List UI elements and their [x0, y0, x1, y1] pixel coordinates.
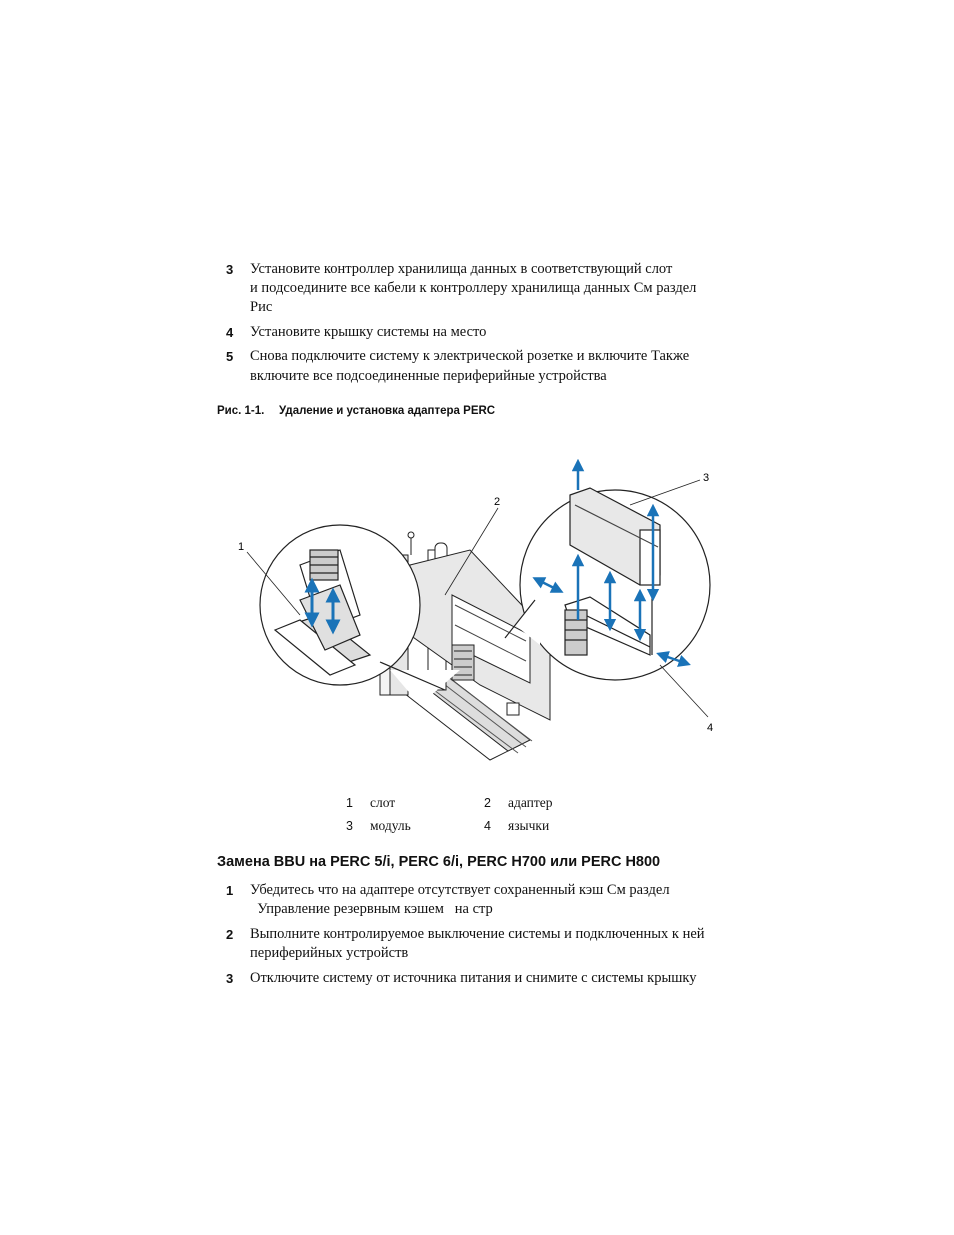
step-text: Убедитесь что на адаптере отсутствует сохраненный кэш См раздел [250, 882, 670, 898]
step-text: Установите контроллер хранилища данных в соответствующий слот [250, 261, 673, 277]
legend-number: 1 [346, 796, 353, 810]
legend-label: язычки [508, 818, 550, 833]
legend-number: 3 [346, 819, 353, 833]
legend-label: модуль [370, 818, 411, 833]
perc-adapter-illustration [230, 455, 730, 775]
step-text: периферийных устройств [250, 945, 409, 961]
legend-label: слот [370, 795, 396, 810]
legend-number: 4 [484, 819, 491, 833]
step-number: 2 [226, 927, 234, 942]
step-text: Установите крышку системы на место [250, 324, 487, 340]
caption-title: Удаление и установка адаптера PERC [279, 405, 496, 417]
legend-label: адаптер [508, 795, 553, 810]
step-text: включите все подсоединенные периферийные устройства [250, 368, 607, 384]
step-text: Рис [250, 299, 273, 315]
step-number: 3 [226, 262, 234, 277]
callout-4: 4 [707, 722, 714, 734]
step-number: 5 [226, 349, 234, 364]
caption-label: Рис. 1-1. [217, 405, 265, 417]
callout-1: 1 [238, 541, 245, 553]
screw [408, 532, 414, 555]
step-number: 1 [226, 883, 234, 898]
step-text: Снова подключите систему к электрической розетке и включите Также [250, 348, 690, 364]
section-heading: Замена BBU на PERC 5/i, PERC 6/i, PERC H700 или PERC H800 [217, 854, 661, 870]
legend-number: 2 [484, 796, 491, 810]
step-text: Управление резервным кэшем на стр [250, 901, 493, 917]
step-number: 4 [226, 325, 234, 340]
step-number: 3 [226, 971, 234, 986]
callout-2: 2 [494, 496, 501, 508]
callout-3: 3 [703, 472, 710, 484]
step-text: и подсоедините все кабели к контроллеру хранилища данных См раздел [250, 280, 697, 296]
step-text: Выполните контролируемое выключение системы и подключенных к ней [250, 926, 705, 942]
step-text: Отключите систему от источника питания и снимите с системы крышку [250, 970, 697, 986]
